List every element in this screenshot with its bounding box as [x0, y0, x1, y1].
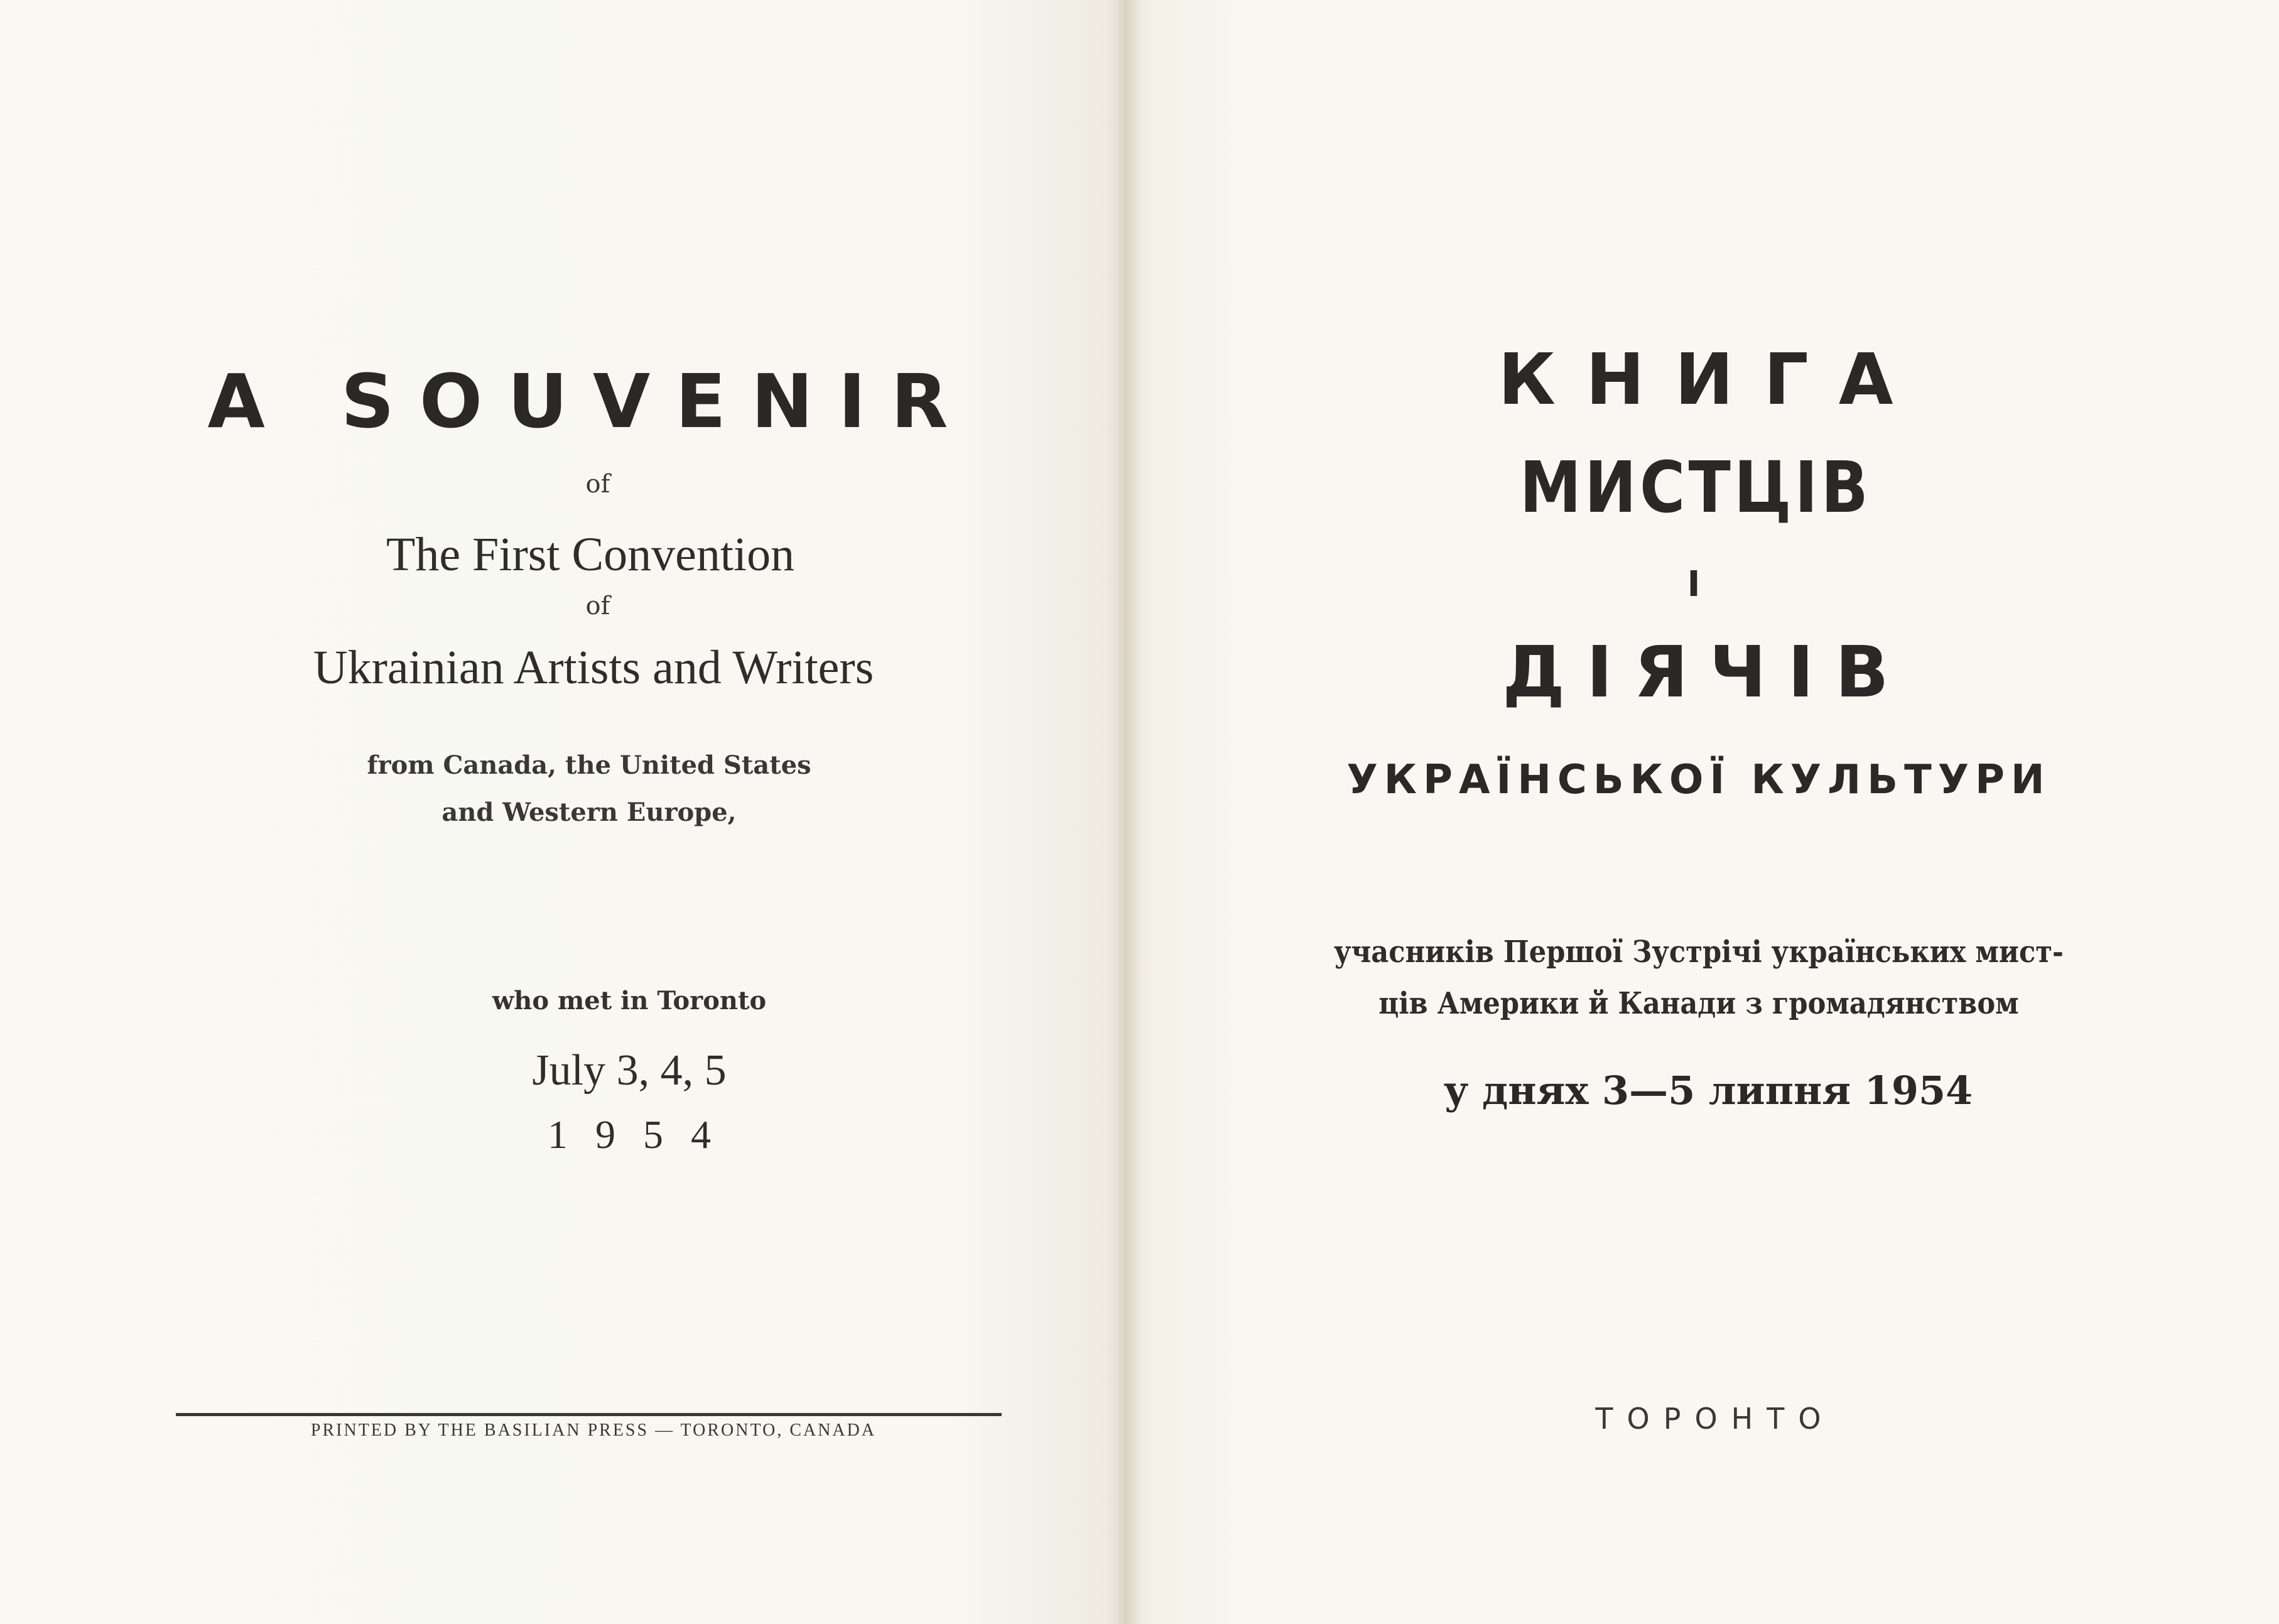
from-line-1: from Canada, the United States — [367, 750, 811, 780]
ukr-title-line-1: КНИГА — [1498, 339, 1924, 421]
of-connector-1: of — [585, 470, 610, 499]
left-page — [0, 0, 1118, 1624]
ukr-title-line-3: І — [1687, 564, 1701, 605]
ukr-city: ТОРОНТО — [1595, 1402, 1835, 1436]
souvenir-title: A SOUVENIR — [207, 358, 973, 445]
ukr-subtitle-line-2: ців Америки й Канади з громадянством — [1378, 986, 2019, 1021]
ukr-title-line-2: МИСТЦІВ — [1519, 447, 1872, 529]
convention-line: The First Convention — [386, 528, 795, 581]
footer-rule — [176, 1413, 1002, 1416]
of-connector-2: of — [585, 592, 610, 620]
printer-imprint: PRINTED BY THE BASILIAN PRESS — TORONTO, CANADA — [310, 1421, 877, 1440]
book-gutter — [1105, 0, 1143, 1624]
ukr-title-line-5: УКРАЇНСЬКОЇ КУЛЬТУРИ — [1346, 757, 2051, 803]
convention-year: 1954 — [548, 1112, 739, 1157]
artists-writers-line: Ukrainian Artists and Writers — [313, 641, 874, 694]
from-line-2: and Western Europe, — [441, 798, 737, 827]
convention-dates: July 3, 4, 5 — [532, 1046, 727, 1095]
ukr-title-line-4: ДІЯЧІВ — [1502, 632, 1910, 713]
met-in-toronto: who met in Toronto — [492, 986, 767, 1015]
ukr-dates: у днях 3—5 липня 1954 — [1443, 1068, 1973, 1113]
ukr-subtitle-line-1: учасників Першої Зустрічі українських мист- — [1334, 934, 2064, 970]
right-page — [1118, 0, 2279, 1624]
